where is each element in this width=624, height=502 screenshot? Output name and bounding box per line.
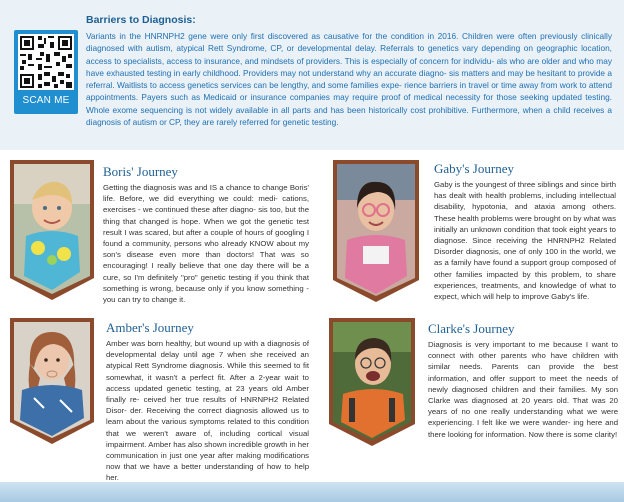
clarke-photo — [329, 318, 415, 446]
clarke-story: Diagnosis is very important to me because I want to connect with other parents who have children with similar needs. Parents can provide the best information, and offer support to meet the needs of newly diagnosed children and their families. My son Clarke was diagnosed at 20 years old. That was 20 years of no one really understanding what we were experiencing. I felt like we were wander- ing here and there looking for information. Now there is some clarity! — [428, 340, 619, 439]
qr-code-badge[interactable] — [14, 30, 78, 114]
barriers-title: Barriers to Diagnosis: — [86, 14, 196, 26]
amber-photo — [10, 318, 94, 444]
barriers-text: Variants in the HNRNPH2 gene were only first discovered as causative for the condition in 2016. Children were often previously clinically diagnosed with autism, atypical Rett Syndrome, CP, or developmental delay. Referrals to genetics vary depending on geographic location, access to specialists, access to insurance, and mindsets of providers. This is especially of concern for individu- als who are older and who may have exhausted testing in early childhood. Providers may not understand why an accurate diagno- sis matters and may be hesitant to provide a referral. Waitlists to access genetics services can be lengthy, and some families expe- rience barriers in travel or time away from work to attend appointments. Payers such as Medicaid or insurance companies may require proof of medical necessity for those seeking updated testing. Whole exome sequencing is not widely available in all parts and has been historically cost prohibitive. Furthermore, when a child receives a diagnosis of autism or CP, they are rarely referred for genetic testing. — [86, 31, 612, 128]
scan-me-label: SCAN ME — [22, 95, 70, 106]
boris-story: Getting the diagnosis was and IS a chance to change Boris' life. Before, we did everything we could: medi- cations, exercises - we continued these after diagno- sis too, but the thing that changed is hope. When we got the genetic test result I was scared, but after a couple of hours of googling I found a community, persons who already KNOW about my son's disease even more than doctors! That was so encouraging! I really believe that one day there will be a cure, so I'm definitely "pro" genetic testing if you think that something is wrong, because only if you know something - you can try to change it. — [103, 183, 310, 305]
clarke-title: Clarke's Journey — [428, 321, 515, 336]
boris-title: Boris' Journey — [103, 164, 178, 179]
boris-photo — [10, 160, 94, 300]
gaby-photo — [333, 160, 419, 302]
gaby-title: Gaby's Journey — [434, 161, 514, 176]
qr-code-icon[interactable] — [18, 34, 74, 90]
footer-band — [0, 482, 624, 502]
gaby-story: Gaby is the youngest of three siblings and since birth has dealt with health problems, including intellectual disability, hypotonia, and ataxia among others. These health problems were brought on by what was initially an unknown condition that took eight years to diagnose. Since receiving the HNRNPH2 Related Disorder diagnosis, one of only 100 in the world, we as a family have found a support group composed of other families impacted by this problem, to share experiences, treatments, and knowledge of what to expect, which will help to improve Gaby's life. — [434, 180, 617, 302]
amber-title: Amber's Journey — [106, 320, 194, 335]
amber-story: Amber was born healthy, but wound up with a diagnosis of developmental delay until age 7 when she received an atypical Rett Syndrome diagnosis. While this seemed to fit somewhat, it wasn't a perfect fit. After a 2-year wait to access updated genetic testing, at 23 years old Amber finally re- ceived her true results of HNRNPH2 Related Disor- der. Receiving the correct diagnosis allowed us to learn about the various symptoms related to this condition that we weren't aware of, including cortical visual impairment. Amber has also shown incredible growth in her communication in just one year after making modifications now that we have a better understanding of how to help her. — [106, 339, 310, 483]
